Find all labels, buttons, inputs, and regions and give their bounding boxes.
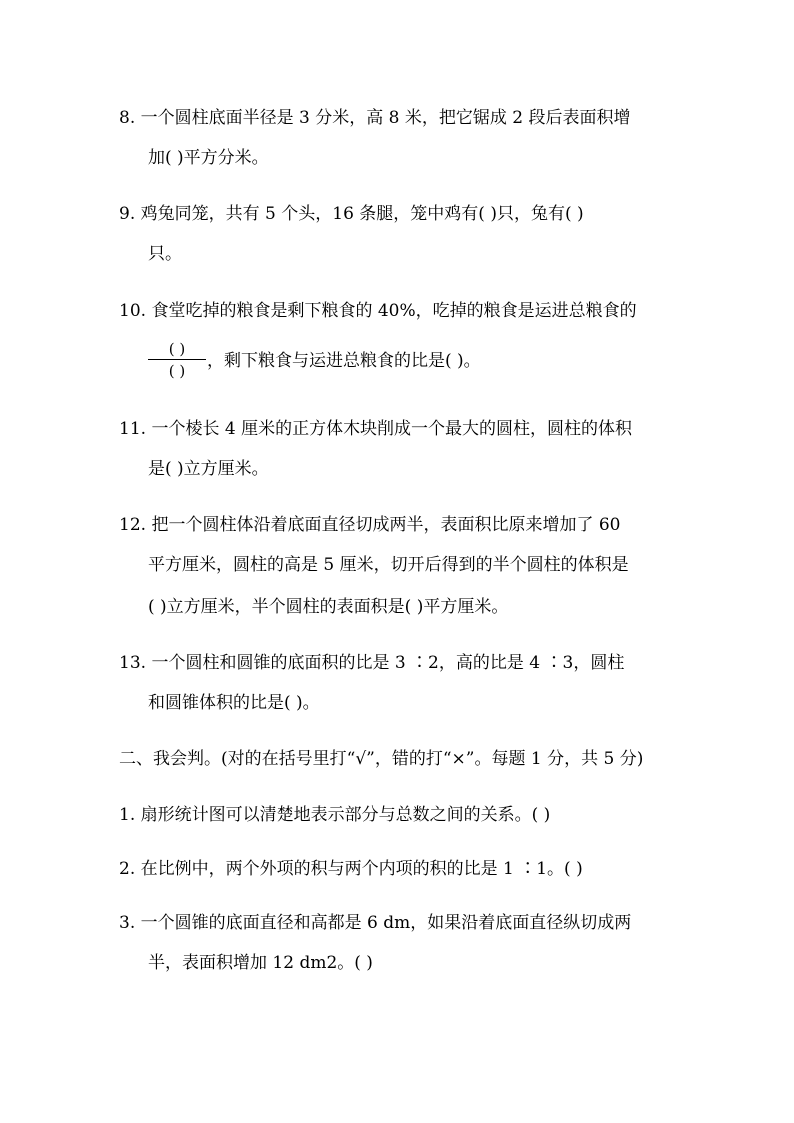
q12-line3: ( )立方厘米，半个圆柱的表面积是( )平方厘米。	[148, 597, 509, 617]
q9-line1: 9. 鸡兔同笼，共有 5 个头，16 条腿，笼中鸡有( )只，兔有( )	[119, 204, 584, 224]
judge-q3-line1: 3. 一个圆锥的底面直径和高都是 6 dm，如果沿着底面直径纵切成两	[119, 913, 632, 933]
q9-line2: 只。	[148, 244, 182, 264]
fraction-denominator: ( )	[168, 362, 186, 380]
q13-line1: 13. 一个圆柱和圆锥的底面积的比是 3 ∶2，高的比是 4 ∶3，圆柱	[119, 653, 625, 673]
q12-line2: 平方厘米，圆柱的高是 5 厘米，切开后得到的半个圆柱的体积是	[148, 555, 629, 575]
q10-fraction-blank	[148, 340, 206, 380]
fraction-bar	[148, 359, 206, 360]
q8-line2: 加( )平方分米。	[148, 148, 269, 168]
q11-line2: 是( )立方厘米。	[148, 459, 269, 479]
q12-line1: 12. 把一个圆柱体沿着底面直径切成两半，表面积比原来增加了 60	[119, 515, 621, 535]
judge-q1-line: 1. 扇形统计图可以清楚地表示部分与总数之间的关系。( )	[119, 805, 551, 825]
judge-q2-line: 2. 在比例中，两个外项的积与两个内项的积的比是 1 ∶1。( )	[119, 859, 583, 879]
q8-line1: 8. 一个圆柱底面半径是 3 分米，高 8 米，把它锯成 2 段后表面积增	[119, 108, 631, 128]
judge-q3-line2: 半，表面积增加 12 dm2。( )	[148, 953, 373, 973]
fraction-numerator: ( )	[168, 340, 186, 358]
q13-line2: 和圆锥体积的比是( )。	[148, 693, 320, 713]
q11-line1: 11. 一个棱长 4 厘米的正方体木块削成一个最大的圆柱，圆柱的体积	[119, 419, 633, 439]
section-two-heading: 二、我会判。(对的在括号里打“√”，错的打“×”。每题 1 分，共 5 分)	[119, 749, 644, 769]
q10-line2: ，剩下粮食与运进总粮食的比是( )。	[207, 351, 481, 371]
q10-line1: 10. 食堂吃掉的粮食是剩下粮食的 40%，吃掉的粮食是运进总粮食的	[119, 301, 637, 321]
